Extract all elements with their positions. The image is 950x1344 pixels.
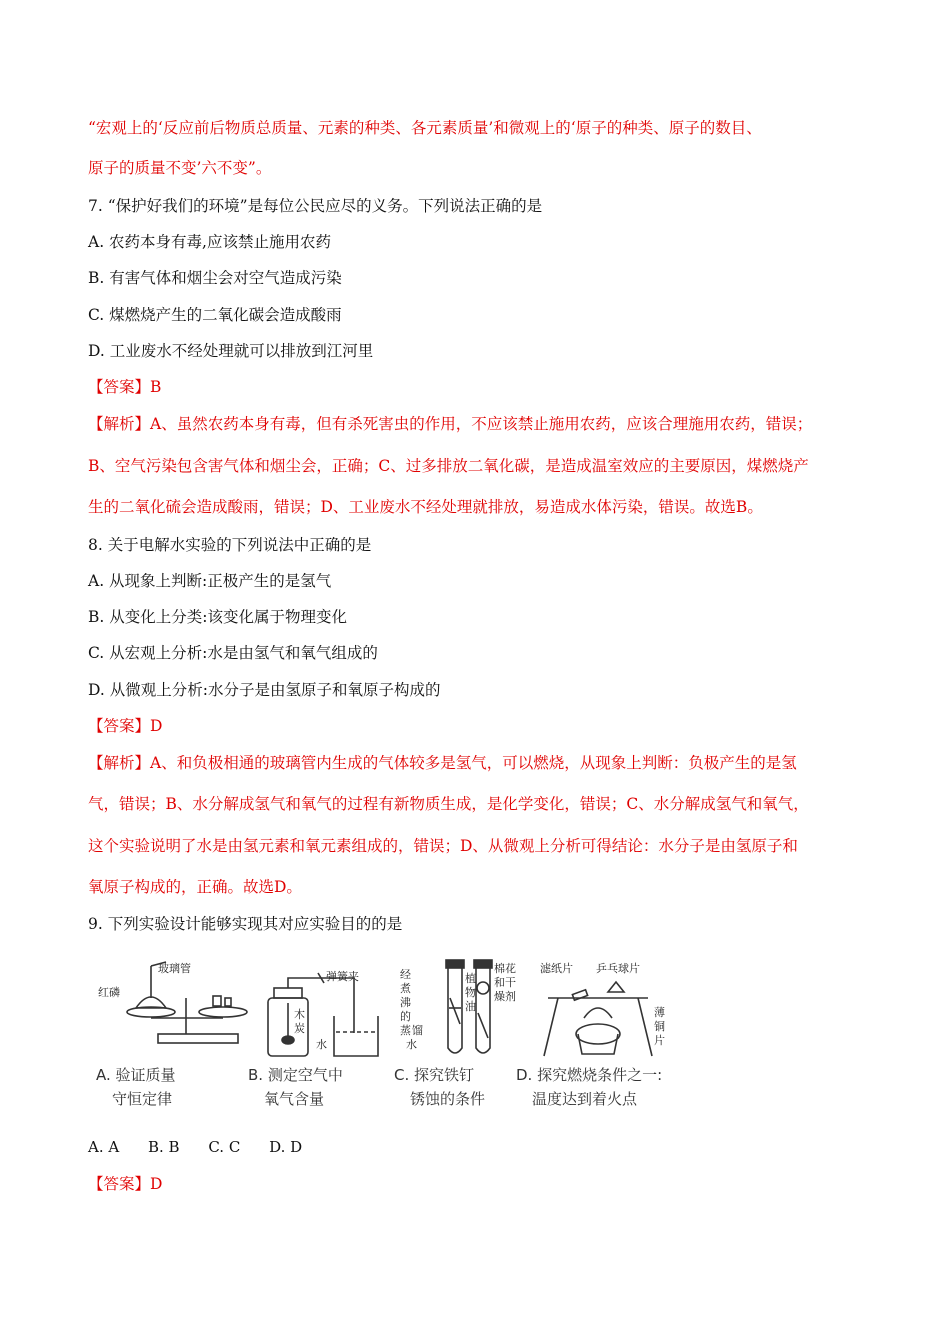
intro-line-1: “宏观上的‘反应前后物质总质量、元素的种类、各元素质量’和微观上的‘原子的种类、原子的数目、 (88, 119, 762, 137)
thin-copper-label-2: 铜 (654, 1020, 665, 1033)
caption-d-line-2: 温度达到着火点 (532, 1090, 638, 1108)
question-7-analysis-3: 生的二氧化硫会造成酸雨，错误；D、工业废水不经处理就排放，易造成水体污染，错误。故选B。 (88, 498, 763, 516)
and-dry-label: 和干 (494, 976, 516, 989)
question-8-stem: 8. 关于电解水实验的下列说法中正确的是 (88, 536, 372, 554)
intro-line-2: 原子的质量不变’六不变”。 (88, 159, 272, 177)
question-9-choices (88, 1138, 326, 1156)
answer-label: 【答案】 (88, 378, 151, 396)
question-9-stem: 9. 下列实验设计能够实现其对应实验目的的是 (88, 915, 403, 933)
caption-b-line-2: 氧气含量 (264, 1090, 325, 1108)
desiccant-label: 燥剂 (494, 990, 516, 1003)
caption-a-line-2: 守恒定律 (112, 1090, 173, 1108)
caption-d-line-1: D. 探究燃烧条件之一: (516, 1066, 663, 1084)
veg-oil-label-1: 植 (465, 972, 476, 985)
choice-c: C. C (208, 1138, 241, 1156)
thin-copper-label-3: 片 (654, 1034, 665, 1047)
answer-value: D (150, 1175, 163, 1193)
question-9-answer (88, 1174, 162, 1194)
cotton-label: 棉花 (494, 962, 516, 975)
choice-d: D. D (269, 1138, 303, 1156)
question-8-analysis-2: 气，错误；B、水分解成氢气和氧气的过程有新物质生成，是化学变化，错误；C、水分解成氢气和氧气， (88, 795, 809, 813)
question-8-analysis-4: 氧原子构成的，正确。故选D。 (88, 878, 302, 896)
question-8-analysis-3: 这个实验说明了水是由氢元素和氧元素组成的，错误；D、从微观上分析可得结论：水分子是由氢原子和 (88, 837, 798, 855)
caption-c-line-2: 锈蚀的条件 (410, 1090, 486, 1108)
filter-paper-label: 滤纸片 (540, 962, 573, 975)
question-7-option-b: B. 有害气体和烟尘会对空气造成污染 (88, 269, 342, 287)
analysis-label: 【解析】 (88, 415, 151, 433)
question-8-option-c: C. 从宏观上分析:水是由氢气和氧气组成的 (88, 644, 378, 662)
boiled-water-label-2: 煮 (400, 982, 411, 995)
analysis-text: A、和负极相通的玻璃管内生成的气体较多是氢气，可以燃烧，从现象上判断：负极产生的是氢 (150, 754, 797, 772)
spring-clip-label: 弹簧夹 (326, 970, 359, 983)
boiled-water-label-1: 经 (400, 968, 411, 981)
answer-value: B (150, 378, 162, 396)
answer-value: D (150, 717, 163, 735)
question-8-analysis-1 (88, 753, 797, 773)
thin-copper-label-1: 薄 (654, 1006, 665, 1019)
caption-c-line-1: C. 探究铁钉 (394, 1066, 475, 1084)
question-7-analysis-1 (88, 414, 812, 434)
experiment-figure (88, 958, 688, 1118)
boiled-water-label-6: 馏 (412, 1024, 423, 1037)
charcoal-label-1: 木 (294, 1008, 305, 1021)
question-8-option-d: D. 从微观上分析:水分子是由氢原子和氧原子构成的 (88, 681, 441, 699)
veg-oil-label-2: 物 (465, 986, 476, 999)
question-7-option-c: C. 煤燃烧产生的二氧化碳会造成酸雨 (88, 306, 342, 324)
caption-b-line-1: B. 测定空气中 (248, 1066, 343, 1084)
boiled-water-label-5: 蒸 (400, 1024, 411, 1037)
veg-oil-label-3: 油 (465, 1000, 476, 1013)
question-8-option-a: A. 从现象上判断:正极产生的是氢气 (88, 572, 332, 590)
glass-tube-label: 玻璃管 (158, 962, 191, 975)
caption-a-line-1: A. 验证质量 (96, 1066, 176, 1084)
analysis-text: A、虽然农药本身有毒，但有杀死害虫的作用，不应该禁止施用农药，应该合理施用农药，错误； (150, 415, 813, 433)
charcoal-label-2: 炭 (294, 1022, 305, 1035)
question-7-analysis-2: B、空气污染包含害气体和烟尘会，正确；C、过多排放二氧化碳，是造成温室效应的主要原因，煤燃烧产 (88, 457, 809, 475)
answer-label: 【答案】 (88, 717, 151, 735)
question-7-stem: 7. “保护好我们的环境”是每位公民应尽的义务。下列说法正确的是 (88, 197, 543, 215)
question-8-option-b: B. 从变化上分类:该变化属于物理变化 (88, 608, 347, 626)
copper-plate-burner-icon (544, 982, 652, 1056)
answer-label: 【答案】 (88, 1175, 151, 1193)
water-label: 水 (316, 1038, 327, 1051)
question-8-answer (88, 716, 162, 736)
choice-b: B. B (147, 1138, 180, 1156)
boiled-water-label-3: 沸 (400, 996, 411, 1009)
question-7-option-a: A. 农药本身有毒,应该禁止施用农药 (88, 233, 331, 251)
boiled-water-label-7: 水 (406, 1038, 417, 1051)
question-7-answer (88, 377, 161, 397)
boiled-water-label-4: 的 (400, 1010, 411, 1023)
red-phosphorus-label: 红磷 (98, 986, 120, 999)
question-7-option-d: D. 工业废水不经处理就可以排放到江河里 (88, 342, 374, 360)
analysis-label: 【解析】 (88, 754, 151, 772)
choice-a: A. A (88, 1138, 120, 1156)
pingpong-label: 乒乓球片 (596, 962, 640, 975)
